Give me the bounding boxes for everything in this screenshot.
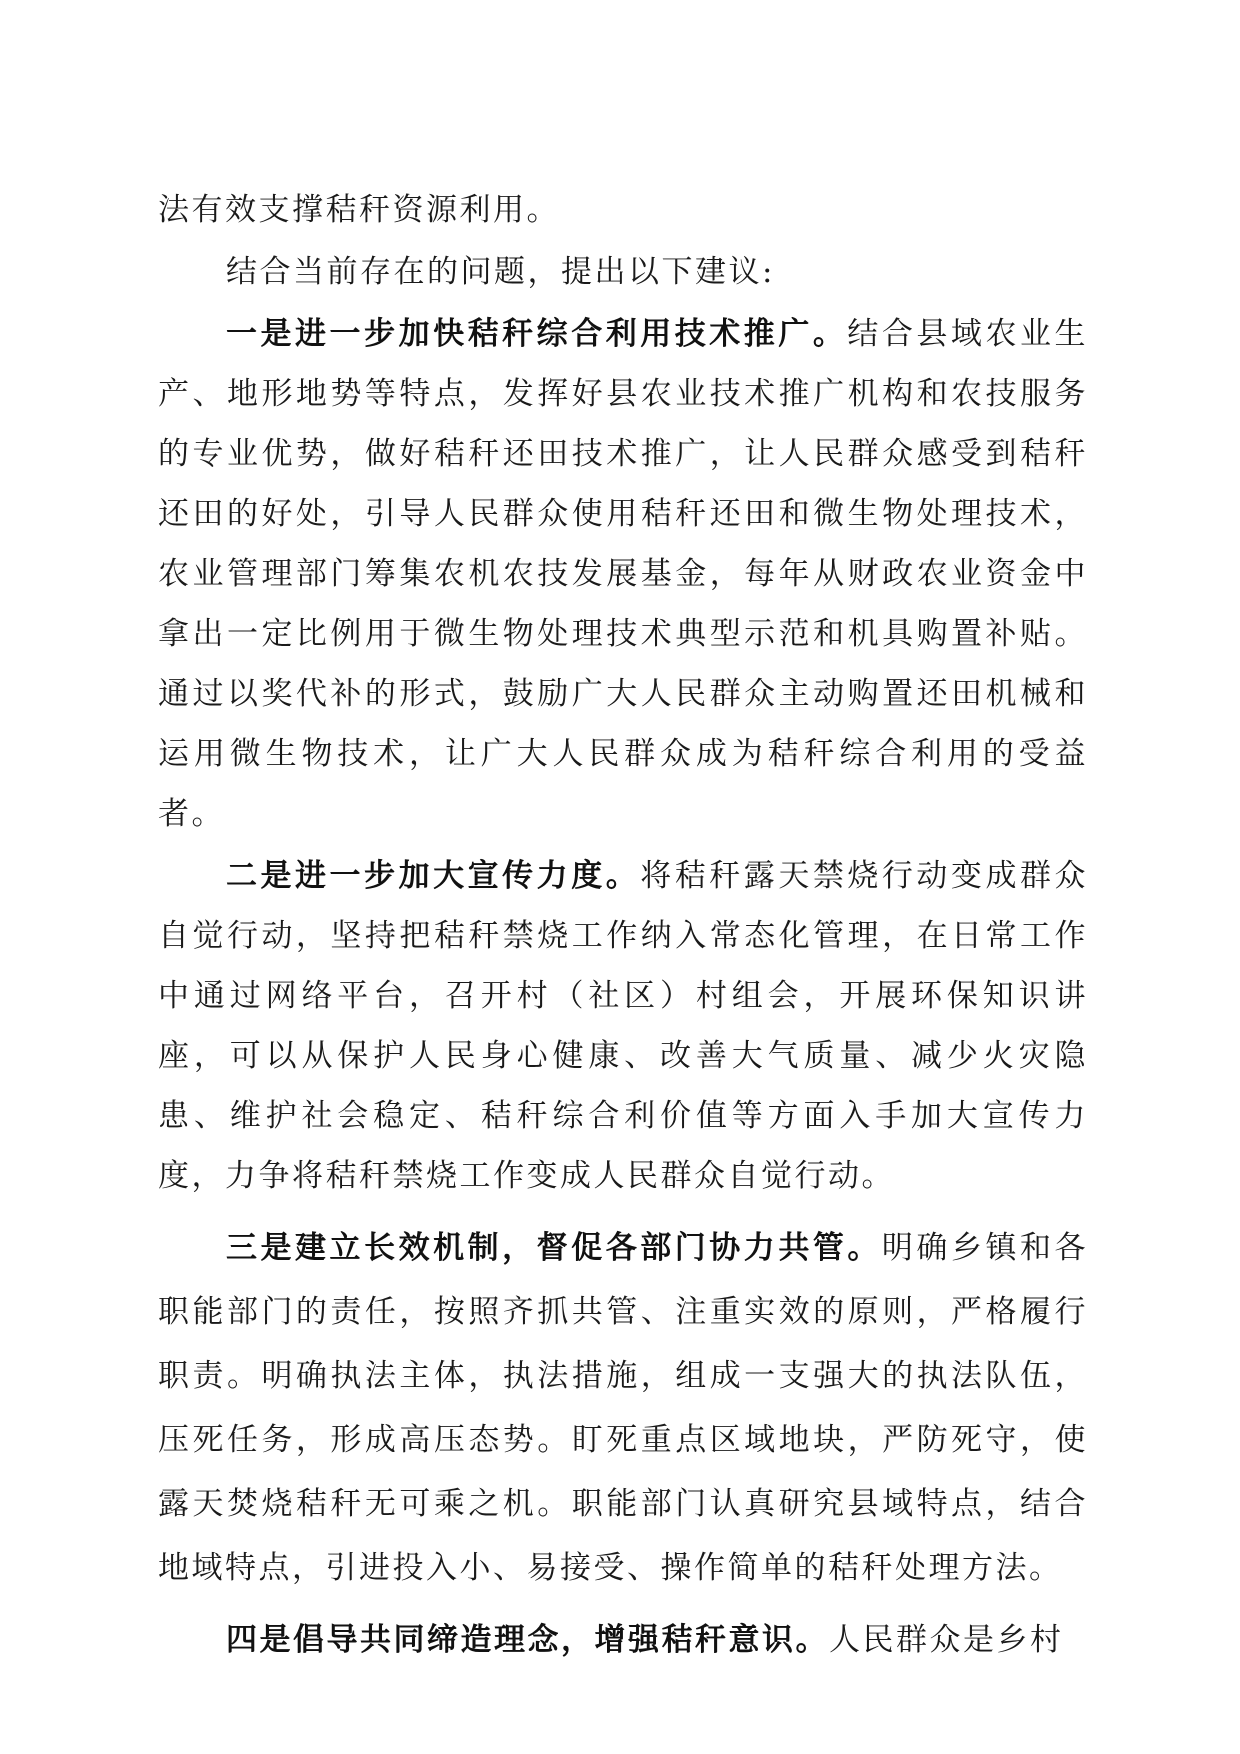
paragraph-lead: 二是进一步加大宣传力度。	[226, 858, 641, 894]
paragraph-lead: 三是建立长效机制，督促各部门协力共管。	[226, 1230, 882, 1266]
paragraph-text: 结合当前存在的问题，提出以下建议:	[226, 254, 775, 290]
paragraph-lead: 四是倡导共同缔造理念，增强秸秆意识。	[226, 1622, 829, 1658]
paragraph-text: 将秸秆露天禁烧行动变成群众自觉行动，坚持把秸秆禁烧工作纳入常态化管理，在日常工作中通过网络平台，召开村（社区）村组会，开展环保知识讲座，可以从保护人民身心健康、改善大气质量、减少火灾隐患、维护社会稳定、秸秆综合利价值等方面入手加大宣传力度，力争将秸秆禁烧工作变成人民群众自觉行动。	[158, 858, 1088, 1194]
paragraph-suggestion-3	[158, 1216, 1088, 1600]
document-body	[158, 180, 1088, 1670]
paragraph-text: 结合县域农业生产、地形地势等特点，发挥好县农业技术推广机构和农技服务的专业优势，做好秸秆还田技术推广，让人民群众感受到秸秆还田的好处，引导人民群众使用秸秆还田和微生物处理技术，农业管理部门筹集农机农技发展基金，每年从财政农业资金中拿出一定比例用于微生物处理技术典型示范和机具购置补贴。通过以奖代补的形式，鼓励广大人民群众主动购置还田机械和运用微生物技术，让广大人民群众成为秸秆综合利用的受益者。	[158, 316, 1088, 832]
paragraph-suggestion-1	[158, 304, 1088, 844]
paragraph-suggestion-4	[158, 1610, 1088, 1670]
paragraph-lead: 一是进一步加快秸秆综合利用技术推广。	[226, 316, 848, 352]
paragraph-intro	[158, 242, 1088, 302]
paragraph-text: 法有效支撑秸秆资源利用。	[158, 192, 560, 228]
paragraph-continuation	[158, 180, 1088, 240]
paragraph-text: 明确乡镇和各职能部门的责任，按照齐抓共管、注重实效的原则，严格履行职责。明确执法主体，执法措施，组成一支强大的执法队伍，压死任务，形成高压态势。盯死重点区域地块，严防死守，使露天焚烧秸秆无可乘之机。职能部门认真研究县域特点，结合地域特点，引进投入小、易接受、操作简单的秸秆处理方法。	[158, 1230, 1089, 1586]
paragraph-text: 人民群众是乡村	[829, 1622, 1064, 1658]
paragraph-suggestion-2	[158, 846, 1088, 1206]
